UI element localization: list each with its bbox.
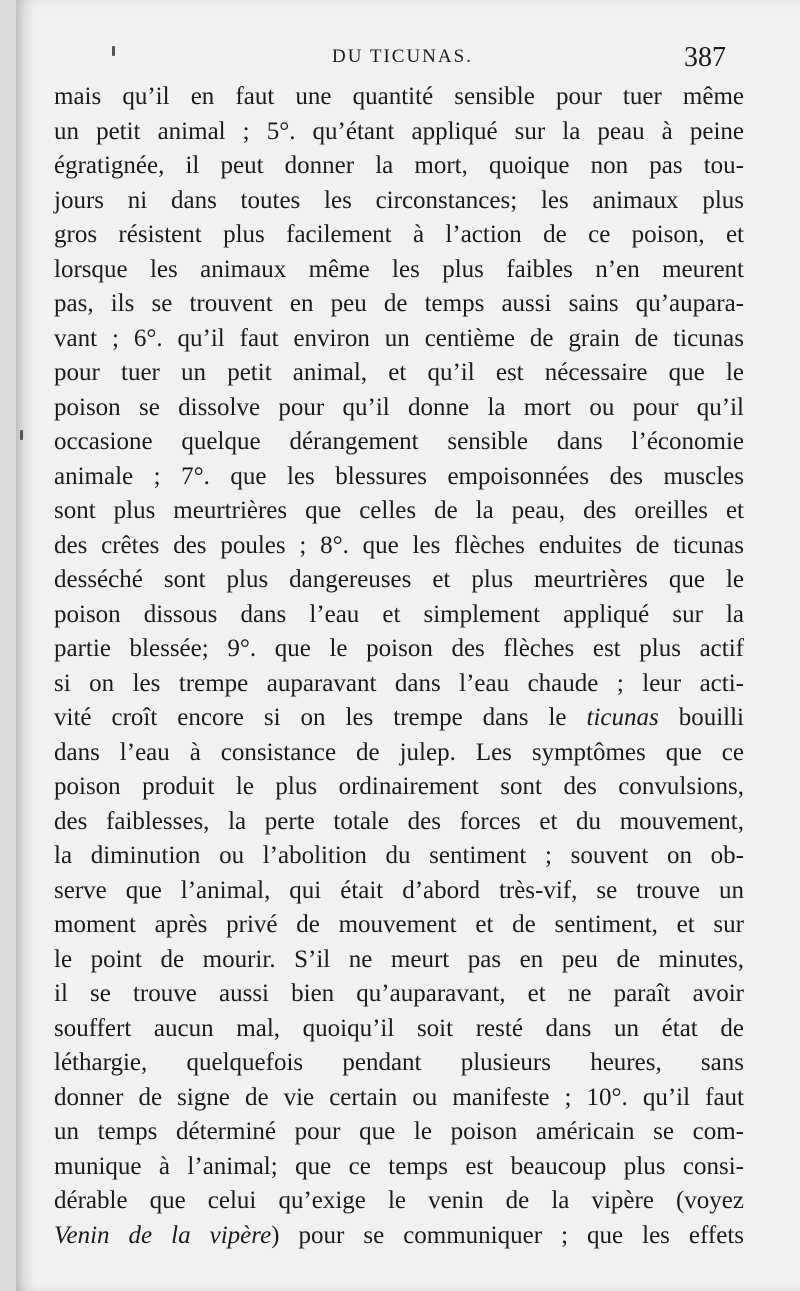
text-line: munique à l’animal; que ce temps est beaucoup plus consi- — [54, 1152, 744, 1180]
text-line: moment après privé de mouvement et de sentiment, et sur — [54, 911, 744, 938]
text-line: le point de mourir. S’il ne meurt pas en peu de minutes, — [54, 945, 744, 973]
text-line: occasione quelque dérangement sensible dans l’économie — [54, 428, 744, 455]
text-line: un temps déterminé pour que le poison américain se com- — [54, 1118, 744, 1145]
text-line: jours ni dans toutes les circonstances; les animaux plus — [54, 186, 744, 214]
italic-term: Venin de la vipère — [54, 1221, 272, 1249]
text-segment: ) pour se communiquer ; que les effets — [271, 1221, 744, 1249]
text-segment: vité croît encore si on les trempe dans le — [54, 704, 587, 731]
text-line: desséché sont plus dangereuses et plus meurtrières que le — [54, 566, 744, 593]
text-line: dérable que celui qu’exige le venin de la vipère (voyez — [54, 1187, 744, 1214]
text-segment: bouilli — [658, 704, 744, 731]
text-line: des faiblesses, la perte totale des forces et du mouvement, — [54, 807, 744, 835]
page-number: 387 — [684, 42, 726, 73]
text-line: léthargie, quelquefois pendant plusieurs heures, sans — [54, 1049, 744, 1076]
running-title: DU TICUNAS. — [332, 46, 473, 67]
text-line: poison se dissolve pour qu’il donne la mort ou pour qu’il — [54, 393, 744, 421]
text-line: sont plus meurtrières que celles de la peau, des oreilles et — [54, 497, 744, 524]
scan-speck — [20, 430, 23, 440]
text-line: des crêtes des poules ; 8°. que les flèches enduites de ticunas — [54, 531, 744, 559]
text-line: égratignée, il peut donner la mort, quoique non pas tou- — [54, 152, 744, 179]
text-line: serve que l’animal, qui était d’abord très-vif, se trouve un — [54, 876, 744, 904]
text-line: la diminution ou l’abolition du sentiment ; souvent on ob- — [54, 842, 744, 869]
text-line: pas, ils se trouvent en peu de temps aussi sains qu’aupara- — [54, 290, 744, 317]
text-line: donner de signe de vie certain ou manifeste ; 10°. qu’il faut — [54, 1083, 744, 1111]
text-line: dans l’eau à consistance de julep. Les symptômes que ce — [54, 738, 744, 766]
text-line: vant ; 6°. qu’il faut environ un centième de grain de ticunas — [54, 324, 744, 352]
text-line: lorsque les animaux même les plus faibles n’en meurent — [54, 255, 744, 283]
text-line: poison dissous dans l’eau et simplement appliqué sur la — [54, 600, 744, 628]
text-line: un petit animal ; 5°. qu’étant appliqué sur la peau à peine — [54, 117, 744, 145]
running-head — [16, 40, 800, 84]
book-page — [16, 0, 800, 1291]
text-line: souffert aucun mal, quoiqu’il soit resté dans un état de — [54, 1014, 744, 1042]
text-line: mais qu’il en faut une quantité sensible pour tuer même — [54, 83, 744, 110]
text-line — [54, 701, 744, 736]
text-line: animale ; 7°. que les blessures empoisonnées des muscles — [54, 462, 744, 490]
text-line — [54, 1219, 744, 1254]
text-line: poison produit le plus ordinairement sont des convulsions, — [54, 773, 744, 800]
text-line: si on les trempe auparavant dans l’eau chaude ; leur acti- — [54, 669, 744, 697]
italic-term: ticunas — [586, 704, 659, 731]
text-line: il se trouve aussi bien qu’auparavant, et ne paraît avoir — [54, 980, 744, 1007]
text-line: partie blessée; 9°. que le poison des flèches est plus actif — [54, 635, 744, 662]
scan-speck — [112, 46, 115, 56]
text-line: gros résistent plus facilement à l’action de ce poison, et — [54, 221, 744, 248]
text-line: pour tuer un petit animal, et qu’il est nécessaire que le — [54, 359, 744, 386]
body-text — [54, 80, 744, 1253]
